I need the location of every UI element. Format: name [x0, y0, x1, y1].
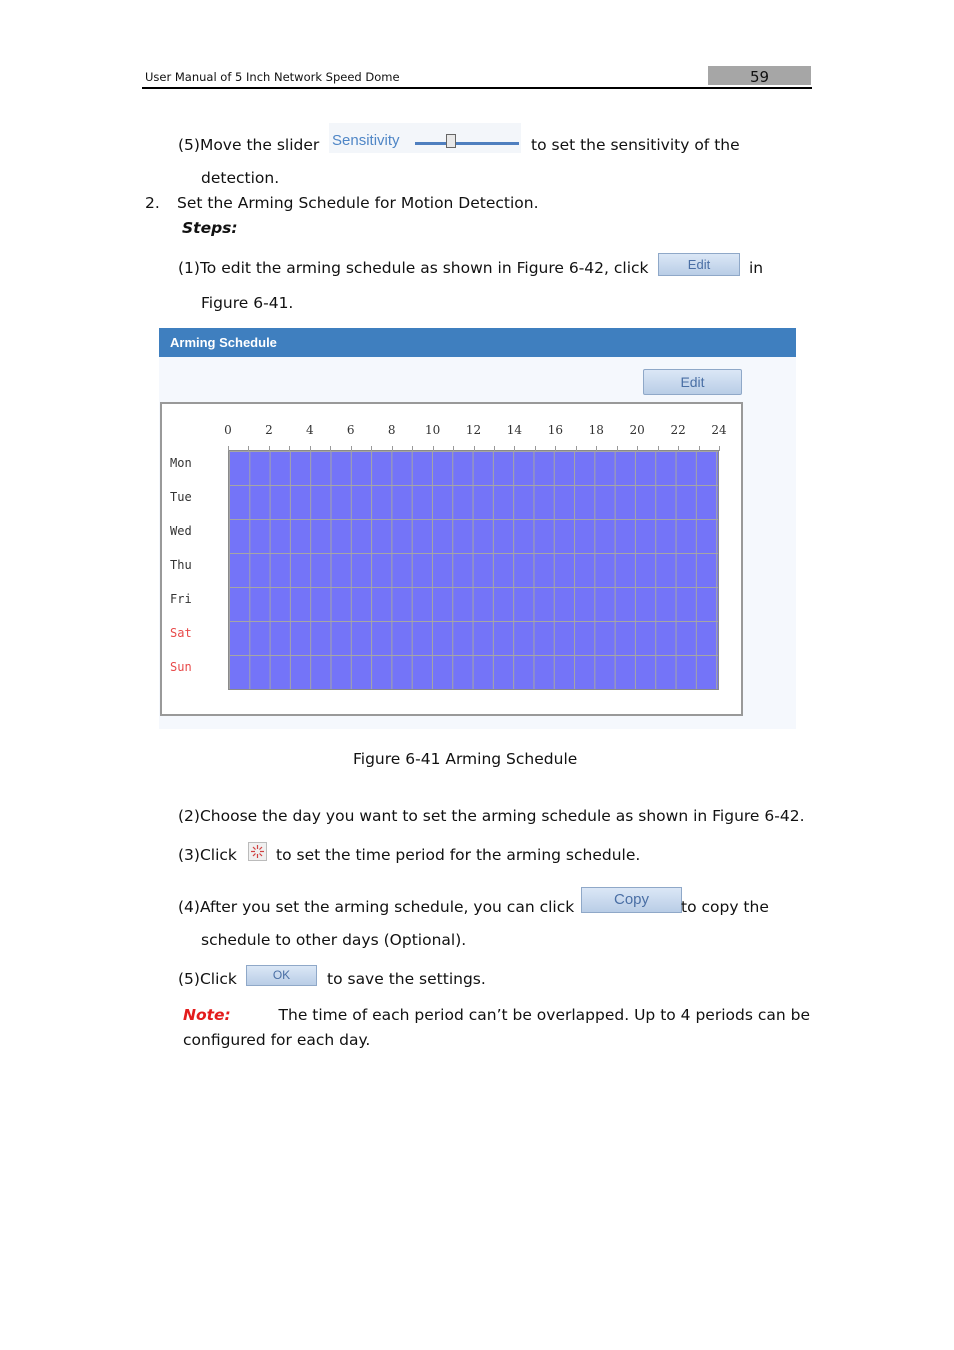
hour-tick	[351, 446, 352, 451]
step3-text-start: (3)Click	[178, 846, 237, 864]
header-rule	[142, 87, 812, 89]
hour-label: 16	[547, 423, 563, 437]
step5-text-continuation: detection.	[201, 169, 280, 187]
hour-tick	[228, 446, 229, 451]
hour-tick	[514, 446, 515, 451]
day-label-tue[interactable]: Tue	[170, 490, 192, 504]
step5-save-text-start: (5)Click	[178, 970, 237, 988]
step3-text-end: to set the time period for the arming schedule.	[276, 846, 641, 864]
hour-label: 12	[465, 423, 482, 437]
hour-label: 14	[506, 423, 523, 437]
hour-label: 8	[387, 423, 396, 437]
hour-tick	[596, 446, 597, 451]
step1-text-start: (1)To edit the arming schedule as shown in Figure 6-42, click	[178, 259, 649, 277]
arming-schedule-panel	[159, 328, 796, 729]
step5-text-start: (5)Move the slider	[178, 136, 320, 154]
time-period-icon[interactable]	[248, 842, 267, 861]
step1-text-end: in	[749, 259, 764, 277]
hour-tick	[637, 446, 638, 451]
list-item-text: Set the Arming Schedule for Motion Detection.	[177, 194, 539, 212]
hour-label: 20	[629, 423, 645, 437]
day-label-mon[interactable]: Mon	[170, 456, 192, 470]
sensitivity-slider-thumb[interactable]	[446, 134, 456, 148]
hour-label: 24	[711, 423, 727, 437]
step1-text-continuation: Figure 6-41.	[201, 294, 294, 312]
hour-tick	[289, 446, 290, 451]
day-label-thu[interactable]: Thu	[170, 558, 192, 572]
note-label: Note:	[183, 1006, 231, 1024]
hour-tick	[474, 446, 475, 451]
hour-tick	[535, 446, 536, 451]
hour-tick	[453, 446, 454, 451]
hour-label: 2	[265, 423, 273, 437]
day-label-fri[interactable]: Fri	[170, 592, 192, 606]
hour-tick	[310, 446, 311, 451]
edit-button-inline[interactable]: Edit	[658, 253, 740, 276]
list-number: 2.	[145, 194, 160, 212]
sensitivity-slider-track[interactable]	[415, 142, 519, 145]
step2-text: (2)Choose the day you want to set the arming schedule as shown in Figure 6-42.	[178, 807, 805, 825]
hour-tick	[494, 446, 495, 451]
hour-tick	[371, 446, 372, 451]
edit-button[interactable]: Edit	[643, 369, 742, 395]
document-header-title: User Manual of 5 Inch Network Speed Dome	[145, 70, 400, 84]
day-label-wed[interactable]: Wed	[170, 524, 192, 538]
step4-text-end: to copy the	[681, 898, 769, 916]
hour-tick	[269, 446, 270, 451]
hour-tick	[392, 446, 393, 451]
hour-tick	[555, 446, 556, 451]
hour-tick	[617, 446, 618, 451]
hour-tick	[658, 446, 659, 451]
ok-button-inline[interactable]: OK	[246, 965, 317, 986]
panel-title: Arming Schedule	[170, 335, 277, 350]
day-label-sun[interactable]: Sun	[170, 660, 192, 674]
hour-label: 22	[670, 423, 686, 437]
sensitivity-label: Sensitivity	[332, 132, 400, 149]
page-number: 59	[708, 66, 811, 85]
hour-label: 18	[588, 423, 604, 437]
note-line-1	[183, 1005, 810, 1025]
figure-caption: Figure 6-41 Arming Schedule	[353, 750, 578, 768]
day-label-sat[interactable]: Sat	[170, 626, 192, 640]
step5-text-end: to set the sensitivity of the	[531, 136, 740, 154]
schedule-grid-box	[160, 402, 743, 716]
hour-tick	[699, 446, 700, 451]
hour-tick	[576, 446, 577, 451]
hour-label: 4	[306, 423, 314, 437]
copy-button-inline[interactable]: Copy	[581, 887, 682, 913]
hour-tick	[330, 446, 331, 451]
hour-tick	[678, 446, 679, 451]
sensitivity-slider-widget[interactable]	[329, 123, 521, 153]
hour-label: 6	[346, 423, 355, 437]
hour-tick	[412, 446, 413, 451]
schedule-grid[interactable]	[228, 450, 719, 690]
note-line-2: configured for each day.	[183, 1031, 371, 1049]
note-text: The time of each period can’t be overlapped. Up to 4 periods can be	[278, 1006, 810, 1024]
step4-text-continuation: schedule to other days (Optional).	[201, 931, 467, 949]
hour-tick	[248, 446, 249, 451]
steps-heading: Steps:	[182, 219, 238, 237]
hour-tick	[719, 446, 720, 451]
hour-label: 10	[424, 423, 441, 437]
hour-tick	[433, 446, 434, 451]
step5-save-text-end: to save the settings.	[327, 970, 486, 988]
panel-header	[159, 328, 796, 357]
step4-text-start: (4)After you set the arming schedule, you can click	[178, 898, 575, 916]
hour-label: 0	[224, 423, 232, 437]
